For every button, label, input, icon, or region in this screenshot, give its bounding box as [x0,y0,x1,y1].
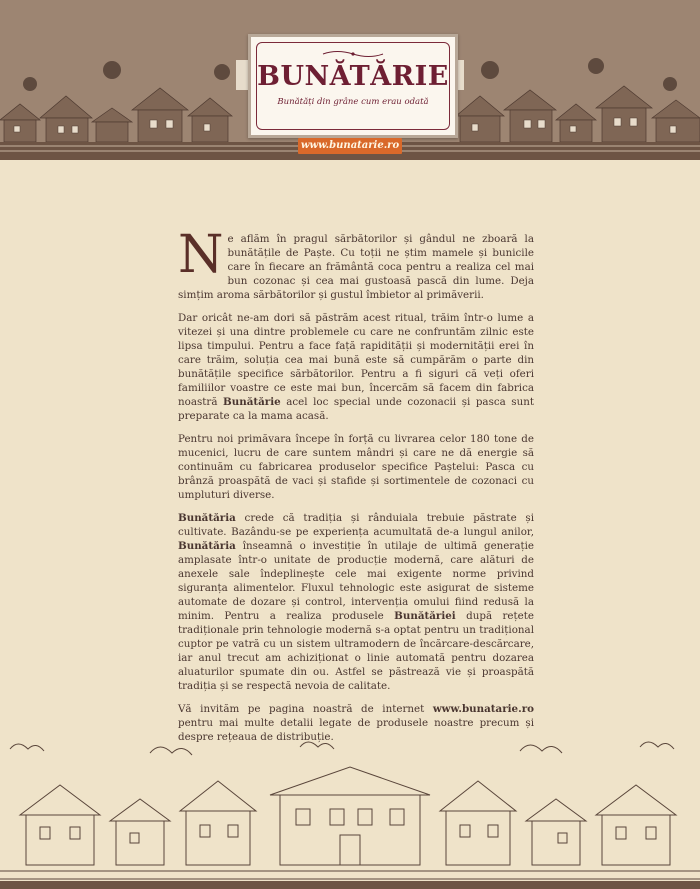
paragraph-tradition [178,511,534,693]
brand-name: BUNĂTĂRIE [257,61,449,92]
brand-mention: Bunătăria [178,512,236,524]
flourish-ornament [321,49,385,59]
paragraph-invite-text-a: Vă invităm pe pagina noastră de internet [178,703,433,715]
paragraph-tradition-text-b: înseamnă o investiție în utilaje de ultimă generație amplasate într-o unitate de producție modernă, care alături de anexele sale îndeplinește cele mai exigente norme privind siguranța alimentelor. Fluxul tehnologic este asigurat de sisteme automate de dozare și control, intervenția omului fiind redusă la minim. Pentru a realiza produsele [178,540,534,622]
header-divider [0,156,700,160]
paragraph-time-text-a: Dar oricât ne-am dori să păstrăm acest ritual, trăim într-o lume a vitezei și una dintre problemele cu care ne confruntăm zilnic este lipsa timpului. Pentru a face față rapidității și modernității erei în care trăim, soluția cea mai bună este să cumpărăm o parte din bunătățile specifice sărbătorilor. Pentru a fi siguri că veți oferi familiilor voastre ce este mai bun, încercăm să facem din fabrica noastră [178,312,534,408]
drop-cap: N [178,225,224,285]
paragraph-tradition-text-a: crede că tradiția și rânduiala trebuie păstrate și cultivate. Bazându-se pe experiența acumultată de-a lungul anilor, [178,512,534,538]
website-badge[interactable]: www.bunatarie.ro [298,138,402,154]
paragraph-intro [178,225,534,302]
website-link[interactable]: www.bunatarie.ro [432,703,534,715]
paragraph-invite-text-b: pentru mai multe detalii legate de produsele noastre precum și despre rețeaua de distribuție. [178,717,534,743]
brand-mention: Bunătăria [178,540,236,552]
paragraph-time-text-b: acel loc special unde cozonacii și pasca sunt preparate ca la mama acasă. [178,396,534,422]
brand-tagline: Bunătăți din grâne cum erau odată [277,97,429,107]
paragraph-time [178,311,534,423]
village-illustration-bottom [0,735,700,889]
brand-logo [248,34,458,138]
article-body [178,225,534,753]
paragraph-intro-text: e aflăm în pragul sărbătorilor și gândul ne zboară la bunătățile de Paște. Cu toții ne știm mamele și bunicile care în fiecare an frământă coca pentru a realiza cel mai bun cozonac și cea mai gustoasă pască din lume. Deja simțim aroma sărbătorilor și gustul îmbietor al primăverii. [178,233,534,301]
brand-mention: Bunătăriei [394,610,456,622]
brand-mention: Bunătărie [223,396,281,408]
paragraph-spring: Pentru noi primăvara începe în forță cu livrarea celor 180 tone de mucenici, lucru de care suntem mândri și care ne dă energie să continuăm cu fabricarea produselor specifice Paștelui: Pasca cu brânză proaspătă de vaci și stafide și sortimentele de cozonaci cu umpluturi diverse. [178,433,534,501]
paragraph-tradition-text-c: după rețete tradiționale prin tehnologie modernă s-a optat pentru un tradițional cuptor pe vatră cu un sistem ultramodern de încărcare-descărcare, iar anul trecut am achiziționat o linie automată pentru dozarea aluaturilor spumate din ou. Astfel se păstrează vie și proaspătă tradiția și se respectă nevoia de calitate. [178,610,534,692]
